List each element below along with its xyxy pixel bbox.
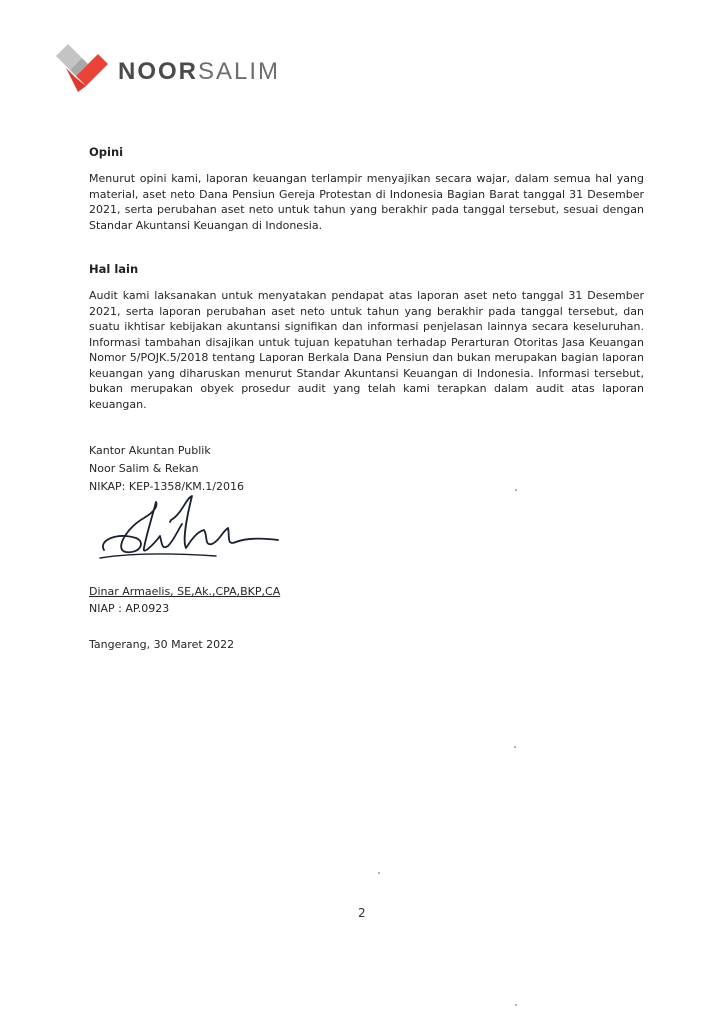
company-logo: [52, 42, 282, 98]
scan-speck: [378, 872, 380, 874]
nikap-number: NIKAP: KEP-1358/KM.1/2016: [89, 480, 244, 493]
scan-speck: [515, 1004, 517, 1006]
signatory-name: Dinar Armaelis, SE,Ak.,CPA,BKP,CA: [89, 585, 281, 598]
firm-name: Kantor Akuntan Publik: [89, 444, 211, 457]
opini-paragraph: Menurut opini kami, laporan keuangan terlampir menyajikan secara wajar, dalam semua hal yang material, aset neto Dana Pensiun Gereja Protestan di Indonesia Bagian Barat tanggal 31 Desember 2021, serta perubahan aset neto untuk tahun yang berakhir pada tanggal tersebut, sesuai dengan Standar Akuntansi Keuangan di Indonesia.: [89, 172, 644, 232]
brand-name: NOORSALIM: [118, 58, 281, 85]
hal-lain-paragraph: Audit kami laksanakan untuk menyatakan pendapat atas laporan aset neto tanggal 31 Desember 2021, serta laporan perubahan aset neto untuk tahun yang berakhir pada tanggal tersebut, dan suatu ikhtisar kebijakan akuntansi signifikan dan informasi penjelasan lainnya secara keseluruhan. Informasi tambahan disajikan untuk tujuan kepatuhan terhadap Perarturan Otoritas Jasa Keuangan Nomor 5/POJK.5/2018 tentang Laporan Berkala Dana Pensiun dan bukan merupakan bagian laporan keuangan yang diharuskan menurut Standar Akuntansi Keuangan di Indonesia. Informasi tersebut, bukan merupakan obyek prosedur audit yang telah kami terapkan dalam audit atas laporan keuangan.: [89, 289, 644, 411]
niap-number: NIAP : AP.0923: [89, 602, 170, 615]
opini-heading: Opini: [89, 145, 124, 159]
hal-lain-heading: Hal lain: [89, 262, 139, 276]
logo-mark-icon: [52, 42, 112, 94]
page-number: 2: [358, 906, 366, 920]
scan-speck: [514, 746, 516, 748]
handwritten-signature: [96, 488, 286, 568]
partner-firm: Noor Salim & Rekan: [89, 462, 199, 475]
place-date: Tangerang, 30 Maret 2022: [89, 638, 235, 651]
scan-speck: [515, 489, 517, 491]
